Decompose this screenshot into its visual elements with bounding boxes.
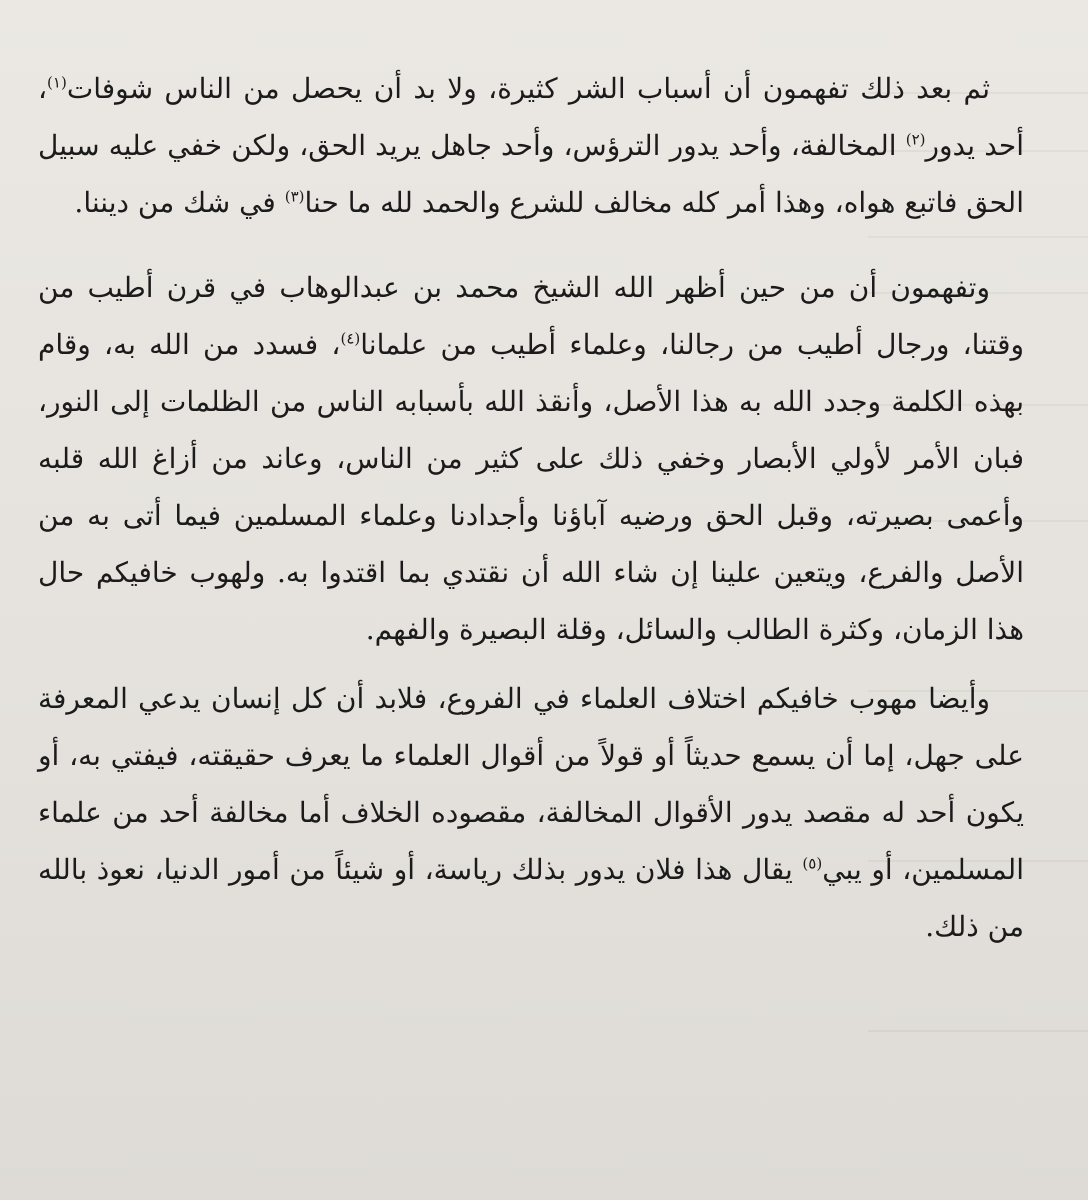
paragraph-3 [38, 670, 1024, 955]
text-run: وتفهمون أن من حين أظهر الله الشيخ محمد بن عبدالوهاب في قرن أطيب من وقتنا، ورجال أطيب من رجالنا، وعلماء أطيب من علمانا [38, 271, 1024, 361]
paragraph-1 [38, 60, 1024, 231]
text-run: المخالفة، وأحد يدور الترؤس، وأحد جاهل يريد الحق، ولكن خفي عليه سبيل الحق فاتبع هواه، وهذا أمر كله مخالف للشرع والحمد لله ما حنا [38, 129, 1024, 219]
footnote-marker: (٢) [905, 130, 926, 149]
footnote-marker: (٤) [340, 329, 361, 348]
text-run: وأيضا مهوب خافيكم اختلاف العلماء في الفروع، فلابد أن كل إنسان يدعي المعرفة على جهل، إما أن يسمع حديثاً أو قولاً من أقوال العلماء ما يعرف حقيقته، فيفتي به، أو يكون أحد له مقصد يدور الأقوال المخالفة، مقصوده الخلاف أما مخالفة أحد من علماء المسلمين، أو يبي [38, 682, 1024, 886]
text-run: ، فسدد من الله به، وقام بهذه الكلمة وجدد الله به هذا الأصل، وأنقذ الله بأسبابه الناس من الظلمات إلى النور، فبان الأمر لأولي الأبصار وخفي ذلك على كثير من الناس، وعاند من أزاغ الله قلبه وأعمى بصيرته، وقبل الحق ورضيه آباؤنا وأجدادنا وعلماء المسلمين فيما أتى به من الأصل والفرع، ويتعين علينا إن شاء الله أن نقتدي بما اقتدوا به. ولهوب خافيكم حال هذا الزمان، وكثرة الطالب والسائل، وقلة البصيرة والفهم. [38, 328, 1025, 646]
footnote-marker: (٥) [802, 854, 823, 873]
body-text [38, 60, 1024, 955]
text-run: ثم بعد ذلك تفهمون أن أسباب الشر كثيرة، ولا بد أن يحصل من الناس شوفات [66, 72, 990, 105]
text-run: في شك من ديننا. [74, 186, 285, 219]
paragraph-2 [38, 259, 1024, 658]
text-run: يقال هذا فلان يدور بذلك رياسة، أو شيئاً من أمور الدنيا، نعوذ بالله من ذلك. [38, 853, 1024, 943]
footnote-marker: (١) [47, 73, 67, 92]
text-run: ، أحد يدور [38, 72, 1024, 162]
footnote-marker: (٣) [284, 187, 305, 206]
